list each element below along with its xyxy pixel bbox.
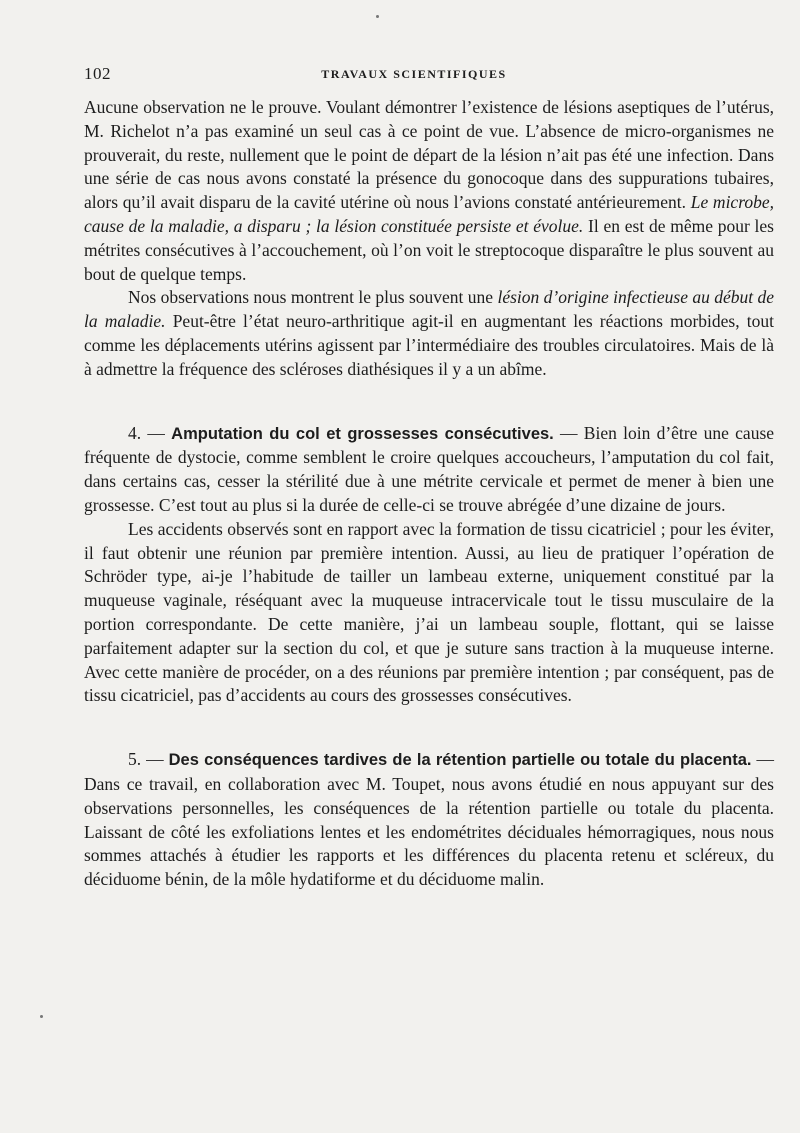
section-5-paragraph xyxy=(84,748,774,892)
page-number: 102 xyxy=(84,64,111,83)
paragraph-2: Nos observations nous montrent le plus souvent une lésion d’origine infectieuse au début de la maladie. Peut-être l’état neuro-arthritique agit-il en augmentant les réactions morbides, tout comme les déplacements utérins agissent par l’intermédiaire des troubles circulatoires. Mais de là à admettre la fréquence des scléroses diathésiques il y a un abîme. xyxy=(84,287,775,379)
section-4-paragraph-2: Les accidents observés sont en rapport avec la formation de tissu cicatriciel ; pour les éviter, il faut obtenir une réunion par première intention. Aussi, au lieu de pratiquer l’opération de Schröder type, ai-je l’habitude de tailler un lambeau externe, uniquement constitué par la muqueuse vaginale, réséquant avec la muqueuse intracervicale tout le tissu musculaire de la portion correspondante. De cette manière, j’ai un lambeau souple, flottant, qui se laisse parfaitement adapter sur la section du col, et que je suture sans traction à la muqueuse interne. Avec cette manière de procéder, on a des réunions par première intention ; par conséquent, pas de tissu cicatriciel, pas d’accidents au cours des grossesses consécutives. xyxy=(84,518,774,706)
italic-phrase: Le microbe, cause de la maladie, a disparu ; la lésion constituée persiste et évolue. xyxy=(84,192,774,236)
running-title: TRAVAUX SCIENTIFIQUES xyxy=(321,67,507,81)
section-5-number: 5. — xyxy=(128,749,164,770)
section-5-text: — Dans ce travail, en collaboration avec M. Toupet, nous avons étudié en nous appuyant sur des observations personnelles, les conséquences de la rétention partielle ou totale du placenta. Laissant de côté les exfoliations lentes et les endométrites déciduales hémorragiques, nous nous sommes attachés à étudier les rapports et les différences du placenta retenu et scléreux, du déciduome bénin, de la môle hydatiforme et du déciduome malin. xyxy=(84,749,775,890)
speck xyxy=(40,1015,43,1018)
page-header xyxy=(84,64,744,88)
section-4-paragraph xyxy=(84,422,774,518)
paragraph-1: Aucune observation ne le prouve. Voulant démontrer l’existence de lésions aseptiques de l’utérus, M. Richelot n’a pas examiné un seul cas à ce point de vue. L’absence de micro-organismes ne prouverait, du reste, nullement que le point de départ de la lésion n’ait pas été une infection. Dans une série de cas nous avons constaté la présence du gonocoque dans des suppurations tubaires, alors qu’il avait disparu de la cavité utérine où nous l’avions constaté antérieurement. Le microbe, cause de la maladie, a disparu ; la lésion constituée persiste et évolue. Il en est de même pour les métrites consécutives à l’accouchement, où l’on voit le streptocoque disparaître le plus souvent au bout de quelque temps. xyxy=(84,97,774,284)
speck xyxy=(376,15,379,18)
italic-phrase: lésion d’origine infectieuse au début de la maladie. xyxy=(84,287,775,332)
section-4-title: Amputation du col et grossesses consécutives. xyxy=(171,424,554,443)
section-4-text: — Bien loin d’être une cause fréquente de dystocie, comme semblent le croire quelques accoucheurs, l’amputation du col fait, dans certains cas, cesser la stérilité due à une métrite cervicale et permet de mener à bien une grossesse. C’est tout au plus si la durée de celle-ci se trouve abrégée d’une dizaine de jours. xyxy=(84,422,775,515)
section-4-number: 4. — xyxy=(128,422,165,443)
page-body xyxy=(84,96,774,892)
section-5-title: Des conséquences tardives de la rétention partielle ou totale du placenta. xyxy=(168,751,752,770)
